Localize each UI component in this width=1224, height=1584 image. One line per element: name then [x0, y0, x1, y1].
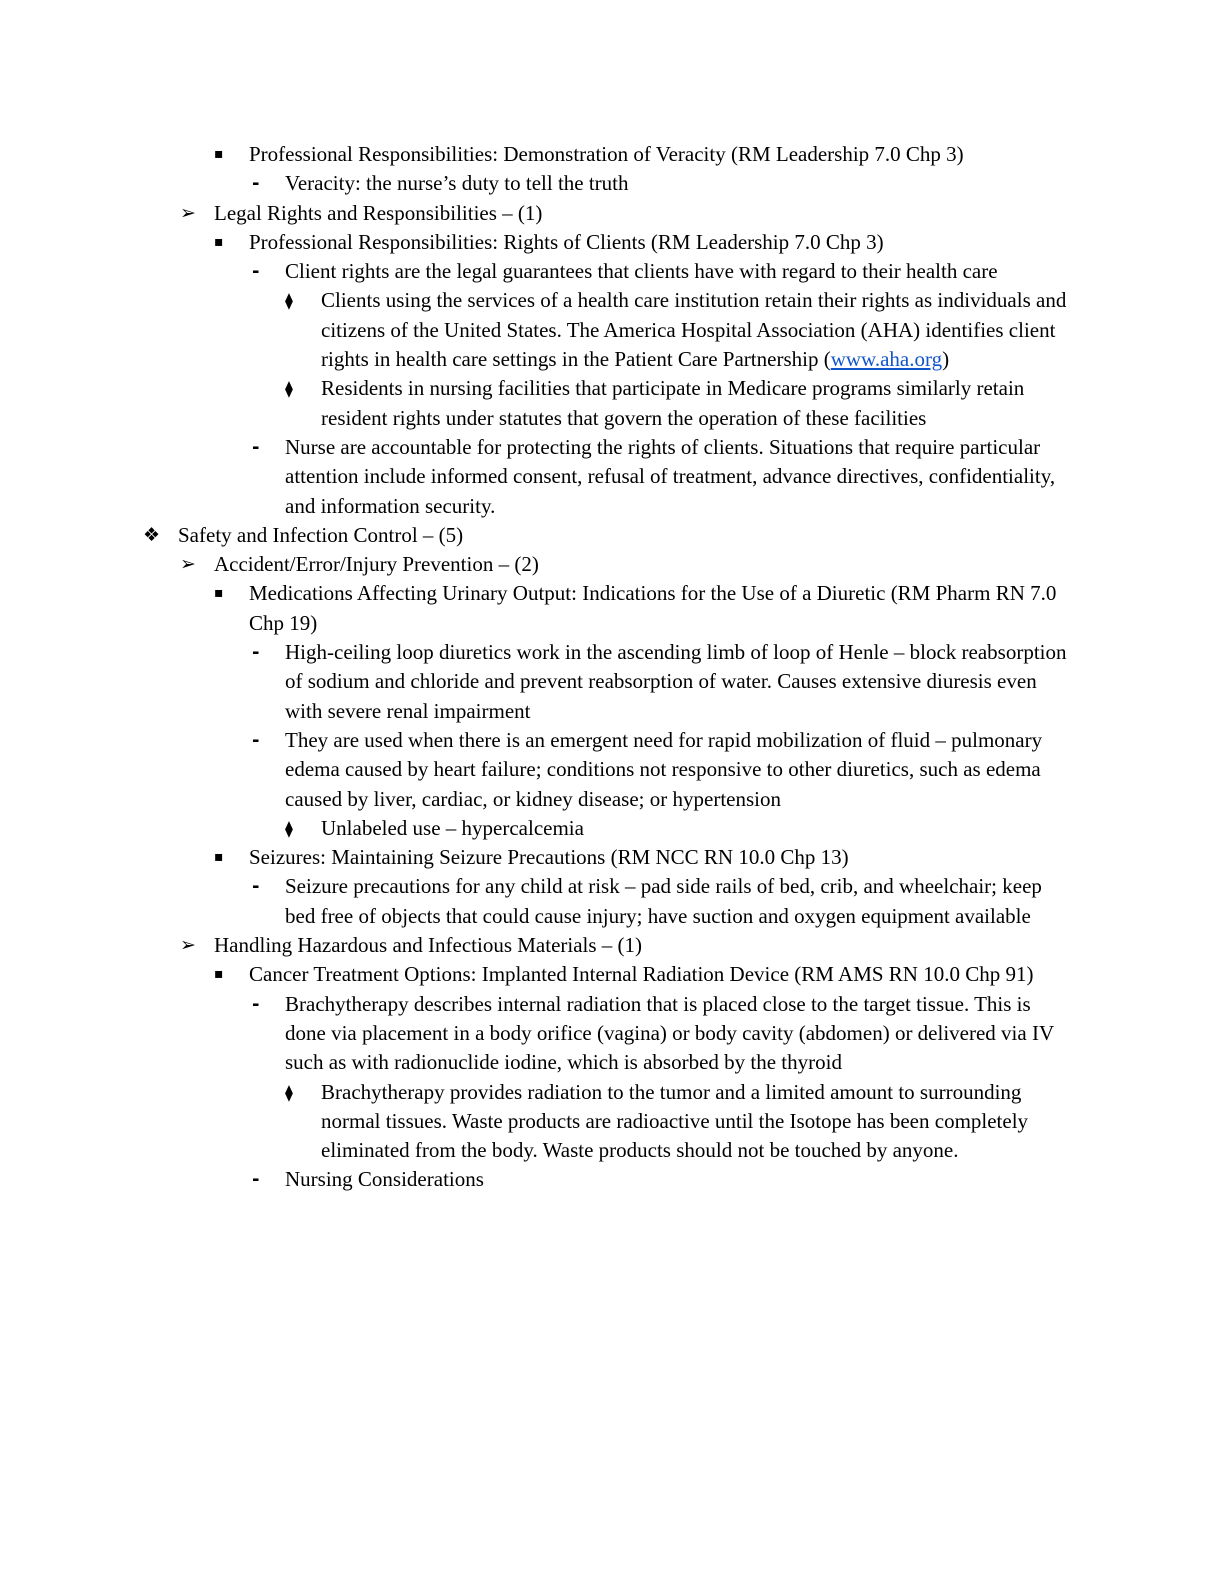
list-item-rights-institution [0, 286, 1224, 374]
list-item-text [321, 286, 1069, 374]
arrow-bullet-icon: ➢ [180, 201, 196, 224]
diamond-cluster-bullet-icon: ❖ [143, 523, 161, 546]
list-item-text: Legal Rights and Responsibilities – (1) [214, 200, 543, 225]
document-page [0, 140, 1224, 1195]
list-item-text: Nurse are accountable for protecting the rights of clients. Situations that require particular attention include informed consent, refusal of treatment, advance directives, confidentiality, and information security. [285, 434, 1056, 518]
list-item-accident-heading [0, 550, 1224, 579]
dash-bullet-icon: - [252, 436, 260, 458]
list-item-diuretic-heading [0, 579, 1224, 638]
list-item-rights-accountable [0, 433, 1224, 521]
dash-bullet-icon: - [252, 173, 260, 195]
list-item-brachy-provides [0, 1078, 1224, 1166]
square-bullet-icon: ▪ [214, 966, 224, 983]
aha-link[interactable]: www.aha.org [830, 347, 943, 372]
square-bullet-icon: ▪ [214, 146, 224, 162]
list-item-veracity-definition [0, 169, 1224, 198]
list-item-text: Seizure precautions for any child at risk – pad side rails of bed, crib, and wheelchair; keep bed free of objects that could cause injury; have suction and oxygen equipment available [285, 874, 1042, 928]
list-item-brachy-definition [0, 990, 1224, 1078]
list-item-text: Unlabeled use – hypercalcemia [321, 815, 584, 840]
dash-bullet-icon: - [252, 261, 260, 283]
diamond-bullet-icon: ⧫ [285, 291, 293, 311]
arrow-bullet-icon: ➢ [180, 934, 196, 957]
list-item-rights-heading [0, 228, 1224, 257]
arrow-bullet-icon: ➢ [180, 553, 196, 576]
list-item-text: High-ceiling loop diuretics work in the ascending limb of loop of Henle – block reabsorption of sodium and chloride and prevent reabsorption of water. Causes extensive diuresis even with severe renal impairment [285, 640, 1067, 723]
list-item-text: Client rights are the legal guarantees that clients have with regard to their health care [285, 259, 998, 284]
list-item-rights-definition [0, 257, 1224, 286]
list-item-text: Seizures: Maintaining Seizure Precautions (RM NCC RN 10.0 Chp 13) [249, 845, 849, 870]
square-bullet-icon: ▪ [214, 585, 224, 602]
list-item-cancer-heading [0, 960, 1224, 989]
diamond-bullet-icon: ⧫ [285, 379, 293, 399]
square-bullet-icon: ▪ [214, 849, 224, 866]
list-item-text: Nursing Considerations [285, 1167, 484, 1192]
list-item-text: Cancer Treatment Options: Implanted Internal Radiation Device (RM AMS RN 10.0 Chp 91) [249, 962, 1034, 987]
list-item-veracity-heading [0, 140, 1224, 169]
square-bullet-icon: ▪ [214, 233, 224, 250]
list-item-text: Accident/Error/Injury Prevention – (2) [214, 552, 539, 577]
list-item-text: They are used when there is an emergent need for rapid mobilization of fluid – pulmonary edema caused by heart failure; conditions not responsive to other diuretics, such as edema caused by liver, cardiac, or kidney disease; or hypertension [285, 727, 1043, 811]
list-item-text: Medications Affecting Urinary Output: Indications for the Use of a Diuretic (RM Pharm RN 7.0 Chp 19) [249, 581, 1057, 635]
rights-institution-text: Clients using the services of a health care institution retain their rights as individuals and citizens of the United States. The America Hospital Association (AHA) identifies client rights in health care settings in the Patient Care Partnership ( [321, 288, 1067, 372]
dash-bullet-icon: - [252, 729, 260, 751]
list-item-text: Safety and Infection Control – (5) [178, 522, 464, 547]
rights-institution-close: ) [942, 347, 950, 372]
list-item-hazard-heading [0, 931, 1224, 960]
list-item-diuretic-used [0, 726, 1224, 814]
list-item-seizure-precautions [0, 872, 1224, 931]
list-item-text: Handling Hazardous and Infectious Materials – (1) [214, 933, 643, 958]
list-item-text: Professional Responsibilities: Demonstration of Veracity (RM Leadership 7.0 Chp 3) [249, 142, 964, 166]
dash-bullet-icon: - [252, 1169, 260, 1191]
diamond-bullet-icon: ⧫ [285, 1082, 293, 1102]
list-item-text: Brachytherapy provides radiation to the tumor and a limited amount to surrounding normal tissues. Waste products are radioactive until the Isotope has been completely eliminated from the body. Waste products should not be touched by anyone. [321, 1079, 1029, 1163]
diamond-bullet-icon: ⧫ [285, 818, 293, 838]
list-item-text: Professional Responsibilities: Rights of Clients (RM Leadership 7.0 Chp 3) [249, 229, 884, 254]
dash-bullet-icon: - [252, 876, 260, 898]
list-item-diuretic-loop [0, 638, 1224, 726]
list-item-rights-residents [0, 374, 1224, 433]
list-item-seizure-heading [0, 843, 1224, 872]
list-item-legal-heading [0, 199, 1224, 228]
list-item-nursing-considerations [0, 1165, 1224, 1194]
list-item-diuretic-unlabeled [0, 814, 1224, 843]
dash-bullet-icon: - [252, 642, 260, 664]
list-item-text: Residents in nursing facilities that participate in Medicare programs similarly retain resident rights under statutes that govern the operation of these facilities [321, 376, 1025, 430]
list-item-text: Brachytherapy describes internal radiation that is placed close to the target tissue. This is done via placement in a body orifice (vagina) or body cavity (abdomen) or delivered via IV such as with radionuclide iodine, which is absorbed by the thyroid [285, 991, 1054, 1075]
list-item-text: Veracity: the nurse’s duty to tell the truth [285, 171, 629, 196]
dash-bullet-icon: - [252, 993, 260, 1015]
list-item-safety-heading [0, 521, 1224, 550]
